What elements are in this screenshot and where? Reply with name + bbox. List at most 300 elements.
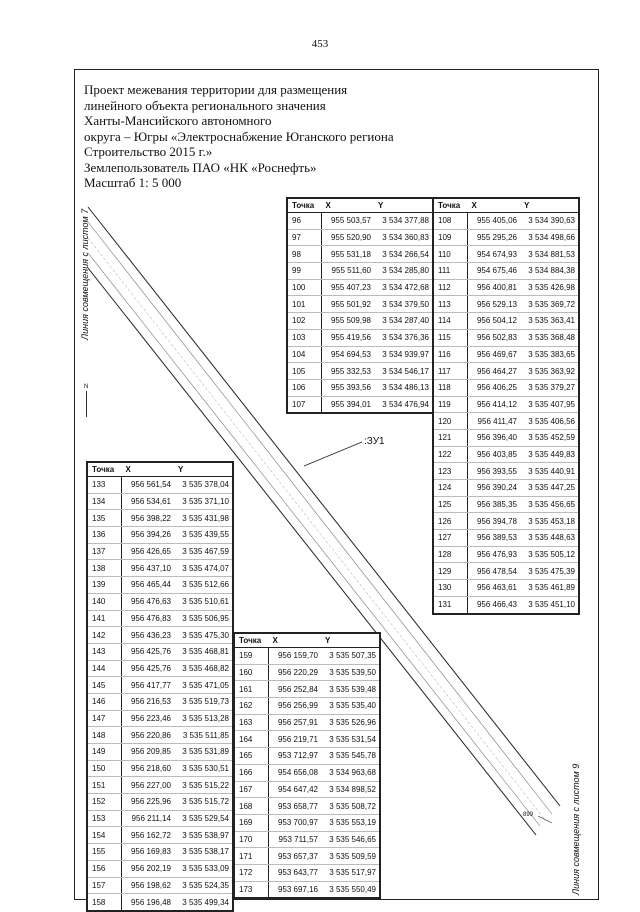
table-row	[287, 329, 433, 346]
table-row	[433, 429, 579, 446]
north-arrow-shaft	[86, 391, 87, 417]
table-row	[87, 844, 233, 861]
x-coordinate: 954 694,53	[322, 346, 375, 363]
point-number: 102	[287, 313, 322, 330]
point-number: 141	[87, 610, 122, 627]
y-coordinate: 3 535 449,83	[520, 446, 579, 463]
point-number: 164	[234, 731, 269, 748]
y-coordinate: 3 535 426,98	[520, 279, 579, 296]
y-coordinate: 3 535 468,82	[174, 660, 233, 677]
table-row	[433, 279, 579, 296]
x-coordinate: 956 169,83	[122, 844, 175, 861]
point-number: 153	[87, 810, 122, 827]
point-number: 158	[87, 894, 122, 911]
table-row	[433, 513, 579, 530]
x-coordinate: 956 561,54	[122, 477, 175, 494]
point-number: 107	[287, 396, 322, 413]
y-coordinate: 3 535 453,18	[520, 513, 579, 530]
x-coordinate: 956 257,91	[269, 714, 322, 731]
y-coordinate: 3 534 884,38	[520, 263, 579, 280]
table-row	[234, 698, 380, 715]
y-coordinate: 3 535 524,35	[174, 877, 233, 894]
y-coordinate: 3 535 515,22	[174, 777, 233, 794]
table-row	[287, 246, 433, 263]
y-coordinate: 3 534 285,80	[374, 263, 433, 280]
point-number: 124	[433, 480, 468, 497]
point-number: 120	[433, 413, 468, 430]
x-coordinate: 953 700,97	[269, 814, 322, 831]
point-number: 156	[87, 860, 122, 877]
col-x-header: X	[468, 198, 521, 213]
point-number: 172	[234, 864, 269, 881]
page-number: 453	[311, 38, 329, 50]
y-coordinate: 3 535 406,56	[520, 413, 579, 430]
table-row	[87, 827, 233, 844]
table-row	[287, 213, 433, 230]
coordinates-table-3	[86, 461, 234, 912]
y-coordinate: 3 535 440,91	[520, 463, 579, 480]
y-coordinate: 3 535 526,96	[321, 714, 380, 731]
x-coordinate: 956 252,84	[269, 681, 322, 698]
point-number: 146	[87, 693, 122, 710]
x-coordinate: 956 534,61	[122, 493, 175, 510]
point-number: 98	[287, 246, 322, 263]
y-coordinate: 3 534 266,54	[374, 246, 433, 263]
table-row	[433, 296, 579, 313]
point-number: 161	[234, 681, 269, 698]
x-coordinate: 956 436,23	[122, 627, 175, 644]
col-x-header: X	[269, 633, 322, 648]
point-number: 97	[287, 229, 322, 246]
table-row	[234, 798, 380, 815]
x-coordinate: 956 469,67	[468, 346, 521, 363]
point-number: 147	[87, 710, 122, 727]
x-coordinate: 956 406,25	[468, 379, 521, 396]
point-number: 116	[433, 346, 468, 363]
table-row	[433, 329, 579, 346]
point-number: 106	[287, 379, 322, 396]
y-coordinate: 3 534 360,83	[374, 229, 433, 246]
table-row	[287, 263, 433, 280]
table-row	[433, 496, 579, 513]
table-row	[433, 480, 579, 497]
x-coordinate: 955 407,23	[322, 279, 375, 296]
point-number: 162	[234, 698, 269, 715]
table-row	[87, 493, 233, 510]
table-row	[234, 681, 380, 698]
scale-line: Масштаб 1: 5 000	[84, 175, 182, 190]
col-point-header: Точка	[287, 198, 322, 213]
table-row	[234, 781, 380, 798]
x-coordinate: 956 394,26	[122, 527, 175, 544]
table-row	[87, 660, 233, 677]
x-coordinate: 953 657,37	[269, 848, 322, 865]
x-coordinate: 956 398,22	[122, 510, 175, 527]
table-row	[433, 346, 579, 363]
x-coordinate: 956 394,78	[468, 513, 521, 530]
table-row	[87, 794, 233, 811]
x-coordinate: 955 332,53	[322, 363, 375, 380]
point-number: 165	[234, 748, 269, 765]
point-number: 130	[433, 580, 468, 597]
x-coordinate: 955 531,18	[322, 246, 375, 263]
x-coordinate: 954 647,42	[269, 781, 322, 798]
table-row	[87, 877, 233, 894]
table-row	[87, 527, 233, 544]
point-number: 151	[87, 777, 122, 794]
sheet-9-junction-label: Линия совмещения с листом 9	[571, 763, 581, 895]
point-number: 140	[87, 593, 122, 610]
table-row	[87, 477, 233, 494]
point-number: 111	[433, 263, 468, 280]
point-number: 133	[87, 477, 122, 494]
y-coordinate: 3 535 452,59	[520, 429, 579, 446]
y-coordinate: 3 535 451,10	[528, 600, 575, 610]
y-coordinate: 3 535 474,07	[174, 560, 233, 577]
x-coordinate: 956 198,62	[122, 877, 175, 894]
coordinates-table-4	[233, 632, 381, 899]
x-coordinate: 956 414,12	[468, 396, 521, 413]
x-coordinate: 956 219,71	[269, 731, 322, 748]
y-coordinate: 3 535 531,54	[321, 731, 380, 748]
point-number: 135	[87, 510, 122, 527]
x-coordinate: 956 223,46	[122, 710, 175, 727]
point-number: 168	[234, 798, 269, 815]
x-coordinate: 956 162,72	[122, 827, 175, 844]
y-coordinate: 3 535 379,27	[520, 379, 579, 396]
point-number: 103	[287, 329, 322, 346]
x-coordinate: 956 425,76	[122, 643, 175, 660]
point-number: 131	[433, 596, 468, 613]
point-number: 155	[87, 844, 122, 861]
point-number: 166	[234, 764, 269, 781]
y-coordinate: 3 535 510,61	[174, 593, 233, 610]
table-row	[433, 413, 579, 430]
point-number: 125	[433, 496, 468, 513]
point-number: 108	[433, 213, 468, 230]
x-coordinate: 956 411,47	[468, 413, 521, 430]
x-coordinate: 956 400,81	[468, 279, 521, 296]
table-row	[433, 379, 579, 396]
y-coordinate: 3 535 439,55	[174, 527, 233, 544]
y-coordinate: 3 535 448,63	[520, 530, 579, 547]
x-coordinate: 955 511,60	[322, 263, 375, 280]
y-coordinate: 3 535 431,98	[174, 510, 233, 527]
x-coordinate: 954 675,46	[468, 263, 521, 280]
title-line: округа – Югры «Электроснабжение Юганского региона	[84, 128, 394, 144]
table-row	[287, 363, 433, 380]
x-coordinate: 955 509,98	[322, 313, 375, 330]
north-arrow-icon	[84, 384, 88, 417]
x-coordinate: 956 417,77	[122, 677, 175, 694]
table-row	[433, 396, 579, 413]
x-coordinate: 955 405,06	[468, 213, 521, 230]
y-coordinate: 3 534 390,63	[520, 213, 579, 230]
table-row	[433, 596, 579, 613]
table-row	[433, 363, 579, 380]
y-coordinate: 3 534 963,68	[321, 764, 380, 781]
point-number: 123	[433, 463, 468, 480]
y-coordinate: 3 535 467,59	[174, 543, 233, 560]
x-coordinate: 954 674,93	[468, 246, 521, 263]
point-number: 150	[87, 760, 122, 777]
point-number: 104	[287, 346, 322, 363]
point-number: 148	[87, 727, 122, 744]
table-row	[87, 510, 233, 527]
col-x-header: X	[322, 198, 375, 213]
y-coordinate: 3 535 513,28	[174, 710, 233, 727]
y-coordinate: 3 534 498,66	[520, 229, 579, 246]
point-number: 126	[433, 513, 468, 530]
y-coordinate: 3 535 538,97	[174, 827, 233, 844]
title-line: Строительство 2015 г.»	[84, 144, 213, 159]
x-coordinate: 953 697,16	[277, 884, 318, 894]
x-coordinate: 956 476,83	[122, 610, 175, 627]
table-row	[87, 593, 233, 610]
coordinates-table-1	[286, 197, 434, 414]
point-number: 112	[433, 279, 468, 296]
y-coordinate: 3 535 535,40	[321, 698, 380, 715]
col-point-header: Точка	[87, 462, 122, 477]
x-coordinate: 956 202,19	[122, 860, 175, 877]
table-row	[87, 560, 233, 577]
table-row	[234, 814, 380, 831]
point-number: 115	[433, 329, 468, 346]
x-coordinate: 956 403,85	[468, 446, 521, 463]
y-coordinate: 3 535 515,72	[174, 794, 233, 811]
x-coordinate: 954 656,08	[269, 764, 322, 781]
y-coordinate: 3 535 533,09	[174, 860, 233, 877]
x-coordinate: 956 159,70	[269, 648, 322, 665]
point-number: 136	[87, 527, 122, 544]
x-coordinate: 956 220,86	[122, 727, 175, 744]
x-coordinate: 955 419,56	[322, 329, 375, 346]
table-row	[87, 727, 233, 744]
table-row	[234, 848, 380, 865]
point-number: 96	[287, 213, 322, 230]
point-leader-line	[538, 816, 552, 823]
x-coordinate: 956 466,43	[476, 600, 517, 610]
x-coordinate: 956 389,53	[468, 530, 521, 547]
point-number: 169	[234, 814, 269, 831]
y-coordinate: 3 534 472,68	[374, 279, 433, 296]
y-coordinate: 3 535 456,65	[520, 496, 579, 513]
table-row	[87, 693, 233, 710]
point-number: 100	[287, 279, 322, 296]
col-y-header: Y	[174, 462, 233, 477]
x-coordinate: 956 465,44	[122, 577, 175, 594]
y-coordinate: 3 535 539,50	[321, 664, 380, 681]
table-row	[87, 777, 233, 794]
sheet-7-junction-label: Линия совмещения с листом 7	[80, 208, 90, 340]
x-coordinate: 956 211,14	[122, 810, 175, 827]
point-number: 149	[87, 744, 122, 761]
point-number: 109	[433, 229, 468, 246]
y-coordinate: 3 535 363,92	[520, 363, 579, 380]
y-coordinate: 3 535 505,12	[520, 546, 579, 563]
x-coordinate: 956 464,27	[468, 363, 521, 380]
x-coordinate: 953 712,97	[269, 748, 322, 765]
y-coordinate: 3 535 371,10	[174, 493, 233, 510]
point-number: 114	[433, 313, 468, 330]
y-coordinate: 3 535 499,34	[182, 897, 229, 907]
point-number: 99	[287, 263, 322, 280]
y-coordinate: 3 535 407,95	[520, 396, 579, 413]
table-row	[87, 543, 233, 560]
point-number: 127	[433, 530, 468, 547]
y-coordinate: 3 535 506,95	[174, 610, 233, 627]
y-coordinate: 3 535 553,19	[321, 814, 380, 831]
y-coordinate: 3 535 447,25	[520, 480, 579, 497]
point-number: 143	[87, 643, 122, 660]
table-row	[87, 643, 233, 660]
point-number: 170	[234, 831, 269, 848]
point-number: 117	[433, 363, 468, 380]
y-coordinate: 3 535 461,89	[520, 580, 579, 597]
point-number: 145	[87, 677, 122, 694]
table-row	[287, 379, 433, 396]
point-number: 101	[287, 296, 322, 313]
table-row	[87, 760, 233, 777]
table-row	[287, 296, 433, 313]
x-coordinate: 956 390,24	[468, 480, 521, 497]
y-coordinate: 3 535 509,59	[321, 848, 380, 865]
x-coordinate: 953 711,57	[269, 831, 322, 848]
x-coordinate: 956 209,85	[122, 744, 175, 761]
table-row	[433, 530, 579, 547]
table-row	[433, 229, 579, 246]
table-row	[234, 864, 380, 881]
table-row	[87, 894, 233, 911]
point-number: 134	[87, 493, 122, 510]
point-number: 152	[87, 794, 122, 811]
y-coordinate: 3 535 471,05	[174, 677, 233, 694]
point-number: 160	[234, 664, 269, 681]
x-coordinate: 956 225,96	[122, 794, 175, 811]
y-coordinate: 3 535 368,48	[520, 329, 579, 346]
y-coordinate: 3 535 468,81	[174, 643, 233, 660]
y-coordinate: 3 534 377,88	[374, 213, 433, 230]
y-coordinate: 3 534 379,50	[374, 296, 433, 313]
y-coordinate: 3 535 519,73	[174, 693, 233, 710]
table-row	[87, 677, 233, 694]
table-row	[433, 563, 579, 580]
table-row	[433, 246, 579, 263]
y-coordinate: 3 534 376,36	[374, 329, 433, 346]
title-line: линейного объекта регионального значения	[84, 97, 326, 113]
x-coordinate: 953 658,77	[269, 798, 322, 815]
parcel-leader-line	[304, 442, 362, 466]
point-number: 110	[433, 246, 468, 263]
x-coordinate: 956 463,61	[468, 580, 521, 597]
point-number: 142	[87, 627, 122, 644]
table-row	[433, 463, 579, 480]
y-coordinate: 3 535 383,65	[520, 346, 579, 363]
x-coordinate: 956 256,99	[269, 698, 322, 715]
table-row	[234, 648, 380, 665]
col-y-header: Y	[374, 198, 433, 213]
x-coordinate: 956 216,53	[122, 693, 175, 710]
col-y-header: Y	[321, 633, 380, 648]
x-coordinate: 955 503,57	[322, 213, 375, 230]
col-y-header: Y	[520, 198, 579, 213]
y-coordinate: 3 534 476,94	[382, 399, 429, 409]
table-row	[87, 860, 233, 877]
table-row	[234, 764, 380, 781]
col-point-header: Точка	[433, 198, 468, 213]
table-row	[287, 346, 433, 363]
table-row	[87, 610, 233, 627]
y-coordinate: 3 535 545,78	[321, 748, 380, 765]
x-coordinate: 955 393,56	[322, 379, 375, 396]
y-coordinate: 3 535 539,48	[321, 681, 380, 698]
x-coordinate: 956 437,10	[122, 560, 175, 577]
y-coordinate: 3 535 538,17	[174, 844, 233, 861]
point-number: 105	[287, 363, 322, 380]
point-number: 163	[234, 714, 269, 731]
table-row	[287, 396, 433, 413]
point-number: 159	[234, 648, 269, 665]
point-number: 137	[87, 543, 122, 560]
col-point-header: Точка	[234, 633, 269, 648]
y-coordinate: 3 535 507,35	[321, 648, 380, 665]
x-coordinate: 956 227,00	[122, 777, 175, 794]
y-coordinate: 3 534 881,53	[520, 246, 579, 263]
point-number: 118	[433, 379, 468, 396]
point-number: 171	[234, 848, 269, 865]
table-row	[433, 263, 579, 280]
x-coordinate: 956 476,93	[468, 546, 521, 563]
point-number: 139	[87, 577, 122, 594]
y-coordinate: 3 535 546,65	[321, 831, 380, 848]
y-coordinate: 3 535 378,04	[174, 477, 233, 494]
y-coordinate: 3 535 475,39	[520, 563, 579, 580]
table-row	[234, 714, 380, 731]
x-coordinate: 955 501,92	[322, 296, 375, 313]
x-coordinate: 956 426,65	[122, 543, 175, 560]
x-coordinate: 956 476,63	[122, 593, 175, 610]
table-row	[433, 546, 579, 563]
x-coordinate: 956 504,12	[468, 313, 521, 330]
x-coordinate: 956 529,13	[468, 296, 521, 313]
point-number: 154	[87, 827, 122, 844]
x-coordinate: 956 478,54	[468, 563, 521, 580]
x-coordinate: 956 502,83	[468, 329, 521, 346]
table-row	[287, 279, 433, 296]
x-coordinate: 956 196,48	[130, 897, 171, 907]
table-row	[234, 881, 380, 898]
point-number: 121	[433, 429, 468, 446]
table-row	[433, 446, 579, 463]
table-row	[87, 577, 233, 594]
table-row	[87, 744, 233, 761]
y-coordinate: 3 535 531,89	[174, 744, 233, 761]
x-coordinate: 956 218,60	[122, 760, 175, 777]
y-coordinate: 3 535 530,51	[174, 760, 233, 777]
table-row	[234, 748, 380, 765]
table-row	[87, 627, 233, 644]
north-letter: N	[84, 384, 89, 390]
x-coordinate: 955 394,01	[330, 399, 371, 409]
table-row	[234, 731, 380, 748]
title-line: Проект межевания территории для размещения	[84, 82, 348, 97]
x-coordinate: 956 385,35	[468, 496, 521, 513]
y-coordinate: 3 534 939,97	[374, 346, 433, 363]
x-coordinate: 956 396,40	[468, 429, 521, 446]
table-row	[287, 313, 433, 330]
title-line: Землепользователь ПАО «НК «Роснефть»	[84, 159, 317, 175]
y-coordinate: 3 535 512,66	[174, 577, 233, 594]
